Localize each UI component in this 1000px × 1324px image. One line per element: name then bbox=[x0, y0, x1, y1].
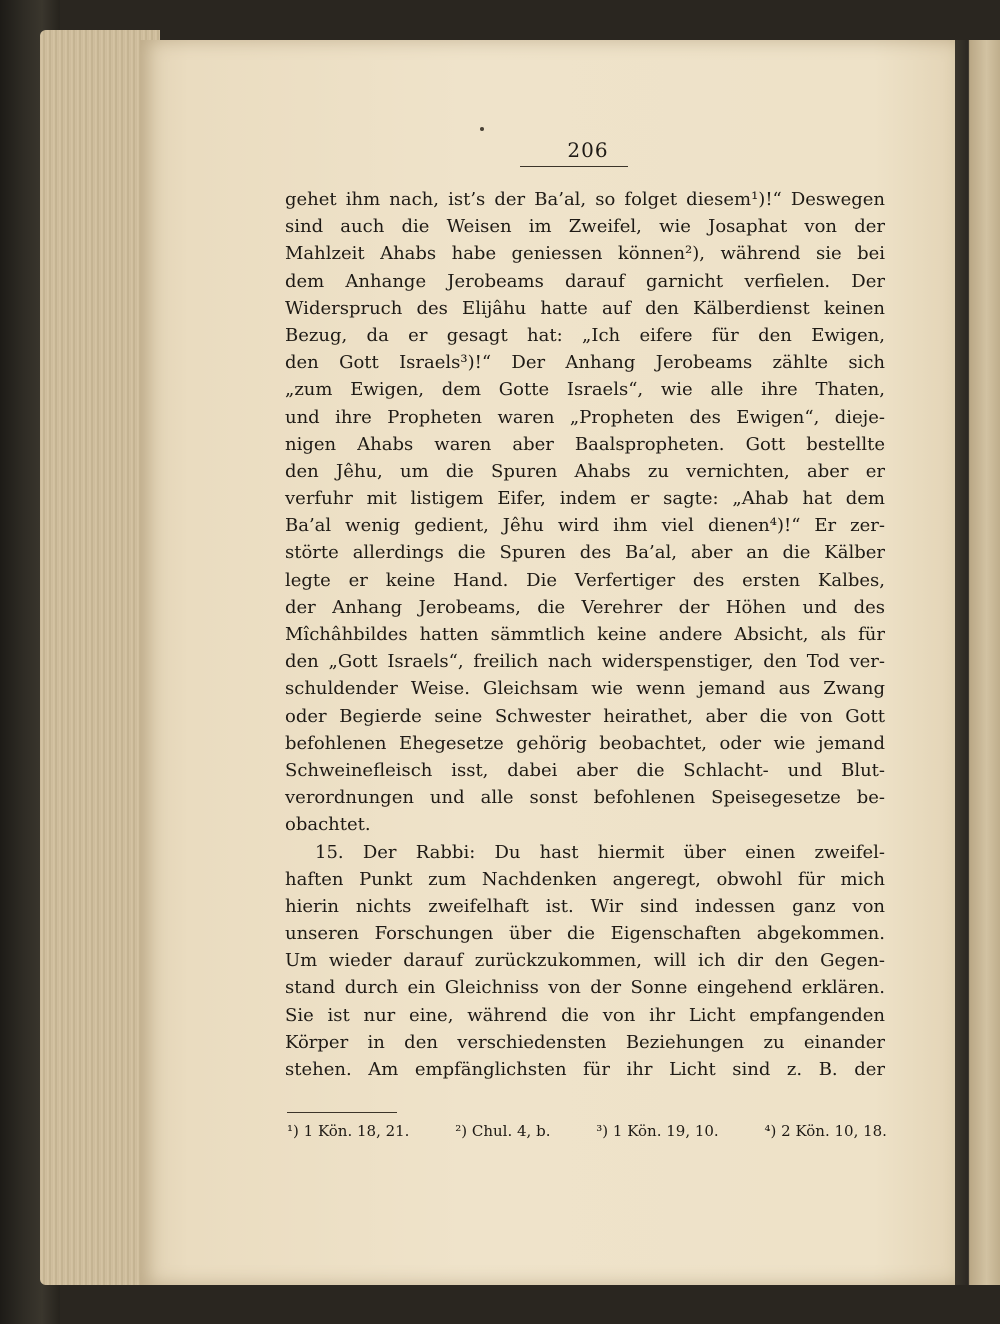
text-line: Ba’al wenig gedient, Jêhu wird ihm viel dienen⁴)!“ Er zer- bbox=[285, 515, 885, 537]
text-line: hierin nichts zweifelhaft ist. Wir sind indessen ganz von bbox=[285, 895, 885, 917]
page-number-rule bbox=[520, 166, 628, 167]
text-line: stehen. Am empfänglichsten für ihr Licht sind z. B. der bbox=[285, 1059, 885, 1080]
text-line: haften Punkt zum Nachdenken angeregt, obwohl für mich bbox=[285, 868, 885, 890]
text-line: nigen Ahabs waren aber Baalspropheten. Gott bestellte bbox=[285, 433, 885, 455]
text-line: den Jêhu, um die Spuren Ahabs zu vernichten, aber er bbox=[285, 460, 885, 482]
text-line: Um wieder darauf zurückzukommen, will ich dir den Gegen- bbox=[285, 950, 885, 972]
text-line: Körper in den verschiedensten Beziehungen zu einander bbox=[285, 1031, 885, 1053]
text-line: legte er keine Hand. Die Verfertiger des ersten Kalbes, bbox=[285, 569, 885, 591]
text-line: und ihre Propheten waren „Propheten des Ewigen“, dieje- bbox=[285, 406, 885, 428]
text-line: schuldender Weise. Gleichsam wie wenn jemand aus Zwang bbox=[285, 678, 885, 700]
text-line: befohlenen Ehegesetze gehörig beobachtet, oder wie jemand bbox=[285, 732, 885, 754]
text-line: unseren Forschungen über die Eigenschaften abgekommen. bbox=[285, 923, 885, 945]
text-line: Mîchâhbildes hatten sämmtlich keine andere Absicht, als für bbox=[285, 624, 885, 645]
text-line: „zum Ewigen, dem Gotte Israels“, wie alle ihre Thaten, bbox=[285, 379, 885, 401]
text-line: störte allerdings die Spuren des Ba’al, aber an die Kälber bbox=[285, 542, 885, 564]
text-line: Sie ist nur eine, während die von ihr Licht empfangenden bbox=[285, 1004, 885, 1026]
section-start-line: 15. Der Rabbi: Du hast hiermit über einen zweifel- bbox=[315, 841, 885, 863]
page-number: 206 bbox=[567, 138, 609, 162]
text-line: obachtet. bbox=[285, 814, 371, 836]
body-text bbox=[285, 186, 885, 1083]
footnote-4: ⁴) 2 Kön. 10, 18. bbox=[764, 1122, 887, 1140]
footnote-rule bbox=[287, 1112, 397, 1113]
text-line: verfuhr mit listigem Eifer, indem er sagte: „Ahab hat dem bbox=[285, 488, 885, 510]
text-line: Schweinefleisch isst, dabei aber die Schlacht- und Blut- bbox=[285, 759, 885, 781]
text-line: dem Anhange Jerobeams darauf garnicht verfielen. Der bbox=[285, 270, 885, 292]
text-line: den „Gott Israels“, freilich nach widerspenstiger, den Tod ver- bbox=[285, 651, 885, 673]
text-line: der Anhang Jerobeams, die Verehrer der Höhen und des bbox=[285, 596, 885, 618]
adjacent-page bbox=[955, 40, 1000, 1285]
footnote-3: ³) 1 Kön. 19, 10. bbox=[596, 1122, 719, 1140]
text-line: Bezug, da er gesagt hat: „Ich eifere für den Ewigen, bbox=[285, 324, 885, 346]
ink-dot bbox=[480, 127, 484, 131]
text-line: stand durch ein Gleichniss von der Sonne eingehend erklären. bbox=[285, 977, 885, 999]
text-line: sind auch die Weisen im Zweifel, wie Josaphat von der bbox=[285, 216, 885, 238]
text-line: oder Begierde seine Schwester heirathet, aber die von Gott bbox=[285, 705, 885, 727]
footnote-2: ²) Chul. 4, b. bbox=[455, 1122, 551, 1140]
text-line: den Gott Israels³)!“ Der Anhang Jerobeams zählte sich bbox=[285, 352, 885, 374]
footnotes bbox=[287, 1122, 887, 1140]
text-line: gehet ihm nach, ist’s der Ba’al, so folget diesem¹)!“ Deswegen bbox=[285, 189, 885, 210]
footnote-1: ¹) 1 Kön. 18, 21. bbox=[287, 1122, 410, 1140]
text-line: Mahlzeit Ahabs habe geniessen können²), während sie bei bbox=[285, 243, 885, 265]
text-line: verordnungen und alle sonst befohlenen Speisegesetze be- bbox=[285, 787, 885, 809]
text-line: Widerspruch des Elijâhu hatte auf den Kälberdienst keinen bbox=[285, 297, 885, 319]
